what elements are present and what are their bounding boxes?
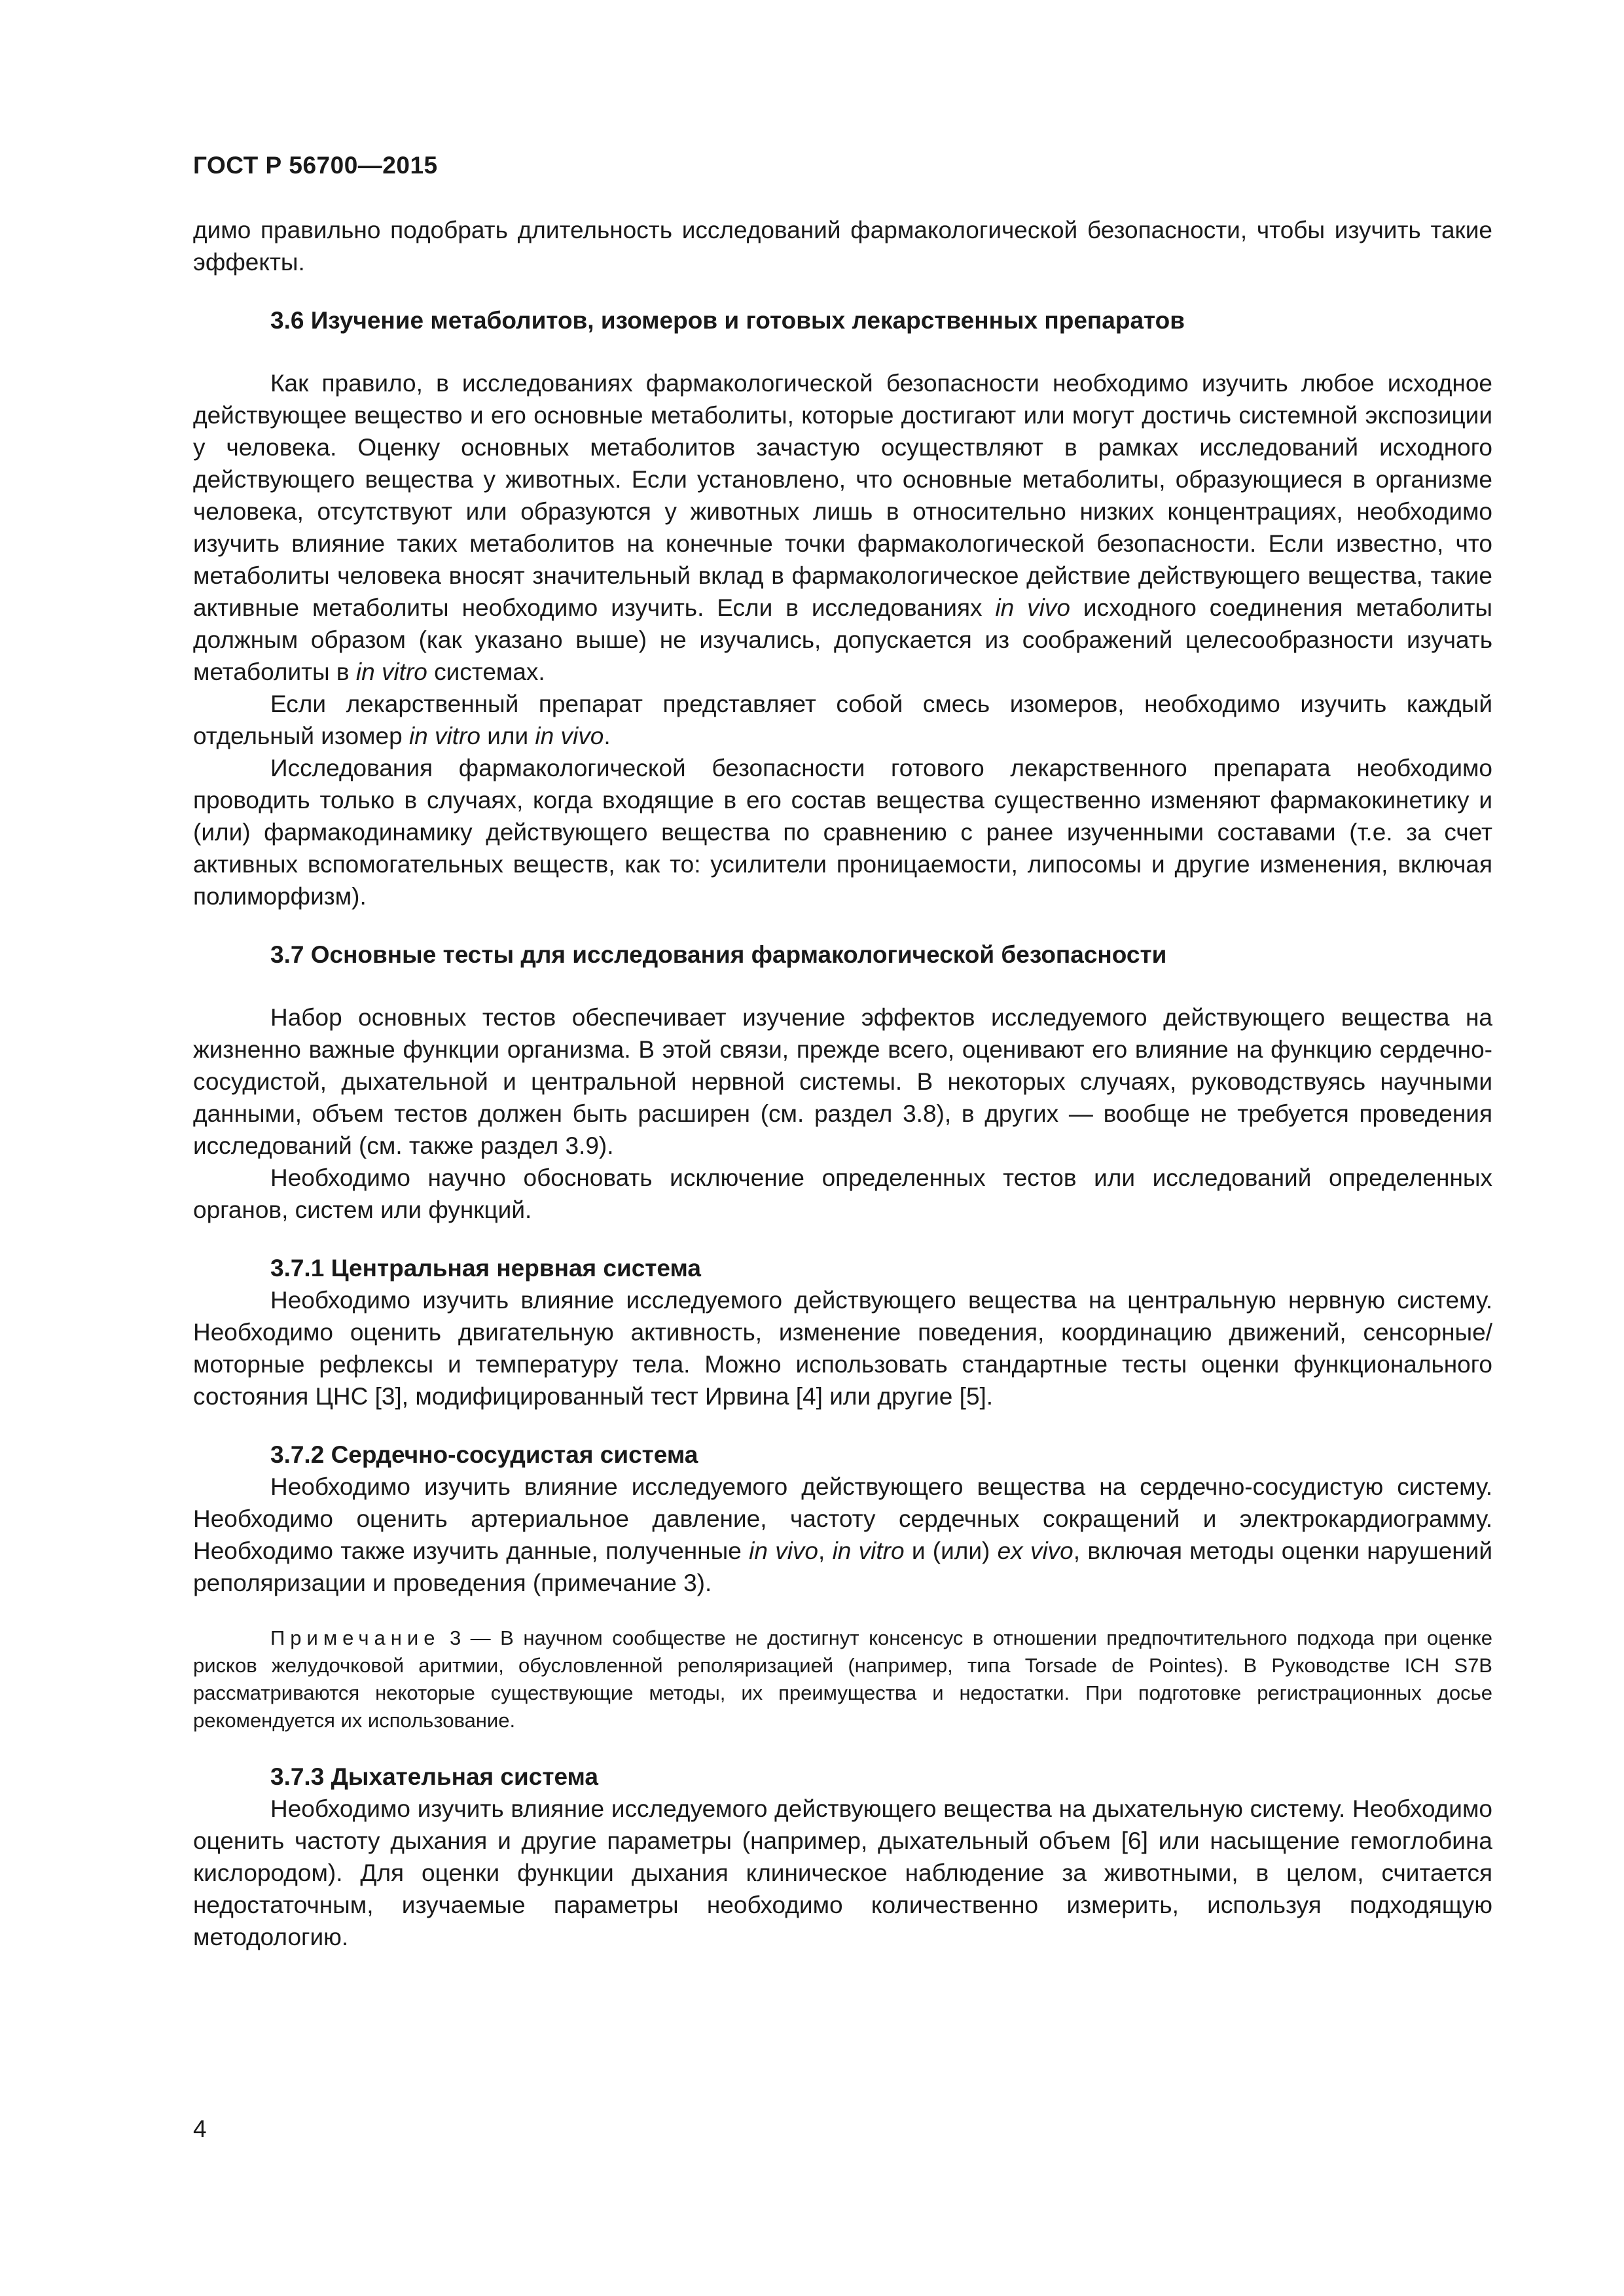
subsection-title-3-7-3: 3.7.3 Дыхательная система (270, 1763, 598, 1790)
paragraph-3-7-3-body: Необходимо изучить влияние исследуемого действующего вещества на дыхательную систему. Необходимо оценить частоту дыхания и другие параметры (например, дыхательный объем [6] или насыщение гемоглобина кислородом). Для оценки функции дыхания клиническое наблюдение за животными, в целом, считается недостаточным, изучаемые параметры необходимо количественно измерить, используя подходящую методологию. (193, 1795, 1492, 1950)
page-number: 4 (193, 2115, 207, 2142)
paragraph-3-6-1: Как правило, в исследованиях фармакологической безопасности необходимо изучить любое исходное действующее вещество и его основные метаболиты, которые достигают или могут достичь системной экспозиции у человека. Оценку основных метаболитов зачастую осуществляют в рамках исследований исходного действующего вещества у животных. Если установлено, что основные метаболиты, образующиеся в организме человека, отсутствуют или образуются у животных лишь в относительно низких концентрациях, необходимо изучить влияние таких метаболитов на конечные точки фармакологической безопасности. Если известно, что метаболиты человека вносят значительный вклад в фармакологическое действие действующего вещества, такие активные метаболиты необходимо изучить. Если в исследованиях in vivo исходного соединения метаболиты должным образом (как указано выше) не изучались, допускается из соображений целесообразности изучать метаболиты в in vitro системах. (193, 370, 1492, 685)
note-text: 3 — В научном сообществе не достигнут консенсус в отношении предпочтительного подхода при оценке рисков желудочковой аритмии, обусловленной реполяризацией (например, типа Torsade de Pointes). В Руководстве ICH S7B рассматриваются некоторые существующие методы, их преимущества и недостатки. При подготовке регистрационных досье рекомендуется их использование. (193, 1626, 1492, 1732)
paragraph-3-7-1-body: Необходимо изучить влияние исследуемого действующего вещества на центральную нервную систему. Необходимо оценить двигательную активность, изменение поведения, координацию движений, сенсорные/моторные рефлексы и температуру тела. Можно использовать стандартные тесты оценки функционального состояния ЦНС [3], модифицированный тест Ирвина [4] или другие [5]. (193, 1287, 1492, 1410)
paragraph-continuation: димо правильно подобрать длительность исследований фармакологической безопасности, чтобы изучить такие эффекты. (193, 217, 1492, 276)
paragraph-3-6-2: Если лекарственный препарат представляет собой смесь изомеров, необходимо изучить каждый отдельный изомер in vitro или in vivo. (193, 691, 1492, 749)
document-header: ГОСТ Р 56700—2015 (193, 152, 438, 179)
paragraph-3-7-2: Необходимо научно обосновать исключение определенных тестов или исследований определенных органов, систем или функций. (193, 1164, 1492, 1223)
note-3 (193, 1624, 1492, 1734)
subsection-title-3-7-2: 3.7.2 Сердечно-сосудистая система (270, 1441, 698, 1468)
section-title-3-6: 3.6 Изучение метаболитов, изомеров и готовых лекарственных препаратов (270, 307, 1185, 334)
section-title-3-7: 3.7 Основные тесты для исследования фармакологической безопасности (270, 941, 1167, 968)
paragraph-3-7-1: Набор основных тестов обеспечивает изучение эффектов исследуемого действующего вещества на жизненно важные функции организма. В этой связи, прежде всего, оценивают его влияние на функцию сердечно-сосудистой, дыхательной и центральной нервной системы. В некоторых случаях, руководствуясь научными данными, объем тестов должен быть расширен (см. раздел 3.8), в других — вообще не требуется проведения исследований (см. также раздел 3.9). (193, 1004, 1492, 1159)
note-label: Примечание (270, 1626, 441, 1649)
subsection-title-3-7-1: 3.7.1 Центральная нервная система (270, 1255, 701, 1282)
paragraph-3-6-3: Исследования фармакологической безопасности готового лекарственного препарата необходимо проводить только в случаях, когда входящие в его состав вещества существенно изменяют фармакокинетику и (или) фармакодинамику действующего вещества по сравнению с ранее изученными составами (т.е. за счет активных вспомогательных веществ, как то: усилители проницаемости, липосомы и другие изменения, включая полиморфизм). (193, 755, 1492, 910)
paragraph-3-7-2-body: Необходимо изучить влияние исследуемого действующего вещества на сердечно-сосудистую систему. Необходимо оценить артериальное давление, частоту сердечных сокращений и электрокардиограмму. Необходимо также изучить данные, полученные in vivo, in vitro и (или) ex vivo, включая методы оценки нарушений реполяризации и проведения (примечание 3). (193, 1473, 1493, 1596)
document-body (193, 214, 1492, 1953)
